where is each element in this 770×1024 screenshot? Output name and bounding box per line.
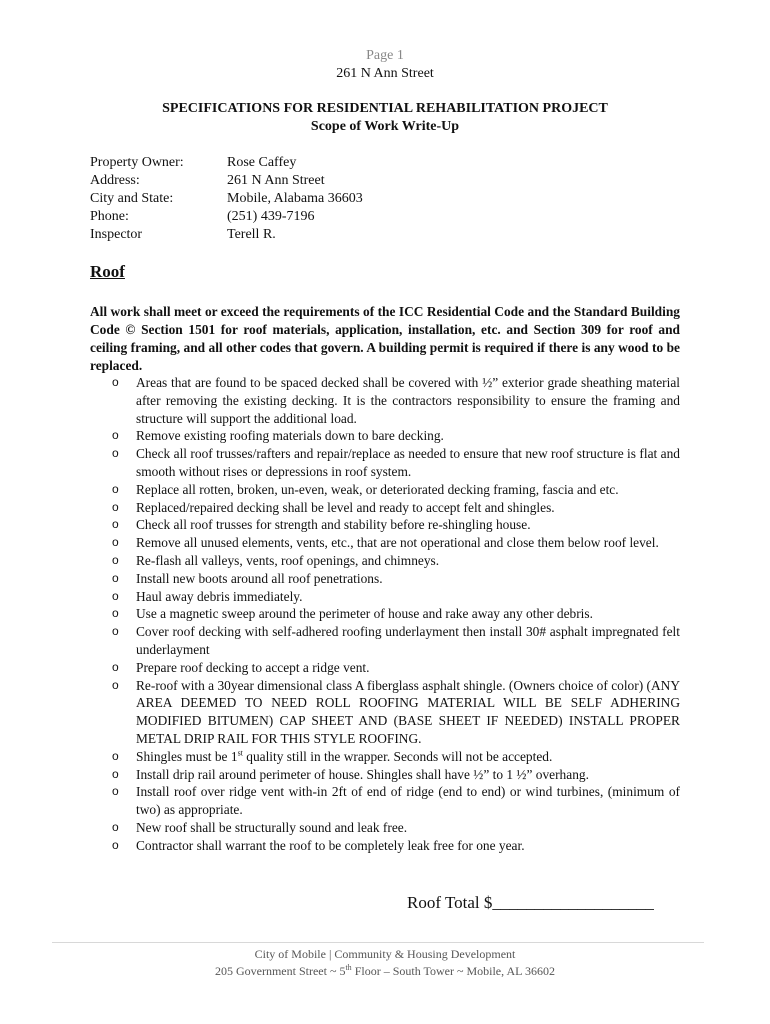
info-row-address — [90, 172, 363, 190]
list-item — [110, 481, 680, 499]
section-title-roof: Roof — [90, 262, 125, 281]
list-item — [110, 588, 680, 606]
bullet-icon: o — [112, 677, 119, 692]
info-value: Mobile, Alabama 36603 — [227, 191, 363, 206]
bullet-icon: o — [112, 375, 119, 389]
footer-org: City of Mobile | Community & Housing Development — [254, 947, 516, 961]
bullet-icon: o — [112, 624, 119, 639]
info-row-phone — [90, 208, 363, 226]
list-item-text: Remove all unused elements, vents, etc., that are not operational and close them below roof level. — [136, 535, 659, 551]
document-subtitle: Scope of Work Write-Up — [310, 119, 460, 134]
footer-address-sup: th — [345, 963, 352, 972]
list-item-text: Haul away debris immediately. — [136, 588, 303, 604]
list-item-text: Install drip rail around perimeter of house. Shingles shall have ½” to 1 ½” overhang. — [136, 766, 589, 782]
list-item-text: Contractor shall warrant the roof to be completely leak free for one year. — [136, 837, 525, 853]
list-item — [110, 783, 680, 819]
bullet-icon: o — [112, 570, 119, 585]
bullet-icon: o — [112, 428, 119, 443]
bullet-icon: o — [112, 819, 119, 834]
list-item-text: Install roof over ridge vent with-in 2ft of end of ridge (end to end) or wind turbines, (minimum of two) as appropriate. — [136, 784, 680, 818]
page-number: Page 1 — [366, 48, 404, 63]
bullet-icon: o — [112, 535, 119, 550]
roof-work-list — [110, 374, 680, 855]
list-item — [110, 748, 680, 766]
info-label: City and State: — [90, 191, 174, 206]
list-item — [110, 766, 680, 784]
list-item-text: Remove existing roofing materials down to bare decking. — [136, 428, 444, 444]
info-label: Inspector — [90, 227, 143, 242]
footer-address — [0, 964, 770, 979]
list-item-text: Prepare roof decking to accept a ridge vent. — [136, 659, 370, 675]
bullet-icon: o — [112, 606, 119, 621]
bullet-icon: o — [112, 748, 119, 763]
list-item-text: Re-flash all valleys, vents, roof openings, and chimneys. — [136, 552, 440, 568]
list-item — [110, 819, 680, 837]
list-item — [110, 445, 680, 481]
list-item-text: Replaced/repaired decking shall be level and ready to accept felt and shingles. — [136, 499, 555, 515]
bullet-icon: o — [112, 446, 119, 461]
list-item — [110, 552, 680, 570]
list-item — [110, 534, 680, 552]
list-item-text: Replace all rotten, broken, un-even, weak, or deteriorated decking framing, fascia and etc. — [136, 481, 619, 497]
info-row-inspector — [90, 226, 363, 244]
info-label: Property Owner: — [90, 155, 184, 170]
list-item-text: Areas that are found to be spaced decked shall be covered with ½” exterior grade sheathing material after removing the existing decking. It is the contractors responsibility to ensure the framing and structure will support the additional load. — [136, 375, 680, 426]
list-item — [110, 837, 680, 855]
info-row-city-state — [90, 190, 363, 208]
list-item — [110, 605, 680, 623]
list-item-text: Check all roof trusses for strength and stability before re-shingling house. — [136, 517, 531, 533]
list-item-text: quality still in the wrapper. Seconds will not be accepted. — [242, 748, 553, 764]
info-value: (251) 439-7196 — [227, 209, 315, 224]
bullet-icon: o — [112, 499, 119, 514]
bullet-icon: o — [112, 837, 119, 852]
roof-total-line: Roof Total $___________________ — [407, 893, 654, 912]
list-item — [110, 677, 680, 748]
property-info — [90, 154, 363, 244]
list-item — [110, 516, 680, 534]
bullet-icon: o — [112, 659, 119, 674]
bullet-icon: o — [112, 766, 119, 781]
list-item-text: Install new boots around all roof penetrations. — [136, 570, 383, 586]
list-item — [110, 570, 680, 588]
list-item-text: Check all roof trusses/rafters and repair/replace as needed to ensure that new roof structure is flat and smooth without rises or depressions in roof system. — [136, 446, 680, 479]
info-value: Terell R. — [227, 227, 276, 242]
bullet-icon: o — [112, 517, 119, 532]
list-item — [110, 623, 680, 659]
info-label: Phone: — [90, 209, 129, 224]
bullet-icon: o — [112, 588, 119, 603]
document-title: SPECIFICATIONS FOR RESIDENTIAL REHABILITATION PROJECT — [162, 101, 608, 116]
footer-address-post: Floor – South Tower ~ Mobile, AL 36602 — [351, 964, 556, 978]
list-item-text: Shingles must be 1 — [136, 748, 238, 764]
list-item — [110, 659, 680, 677]
list-item-text: Cover roof decking with self-adhered roofing underlayment then install 30# asphalt impregnated felt underlayment — [136, 624, 680, 657]
info-value: Rose Caffey — [227, 155, 297, 170]
bullet-icon: o — [112, 784, 119, 799]
info-value: 261 N Ann Street — [227, 173, 325, 188]
list-item-superscript: st — [237, 748, 243, 758]
footer-address-pre: 205 Government Street ~ 5 — [214, 964, 346, 978]
list-item — [110, 374, 680, 427]
bullet-icon: o — [112, 481, 119, 496]
list-item — [110, 427, 680, 445]
list-item — [110, 499, 680, 517]
info-label: Address: — [90, 173, 140, 188]
info-row-owner — [90, 154, 363, 172]
roof-intro-paragraph: All work shall meet or exceed the requirements of the ICC Residential Code and the Standard Building Code © Section 1501 for roof materials, application, installation, etc. and Section 309 for roof and ceiling framing, and all other codes that govern. A building permit is required if there is any wood to be replaced. — [90, 304, 680, 373]
list-item-text: Re-roof with a 30year dimensional class A fiberglass asphalt shingle. (Owners choice of color) (ANY AREA DEEMED TO NEED ROLL ROOFING MATERIAL WILL BE SELF ADHERING MODIFIED BITUMEN) CAP SHEET AND (BASE SHEET IF NEEDED) INSTALL PROPER METAL DRIP RAIL FOR THIS STYLE ROOFING. — [136, 677, 680, 746]
list-item-text: Use a magnetic sweep around the perimeter of house and rake away any other debris. — [136, 606, 593, 622]
header-address: 261 N Ann Street — [336, 66, 434, 81]
footer-divider — [52, 942, 704, 943]
list-item-text: New roof shall be structurally sound and leak free. — [136, 819, 408, 835]
bullet-icon: o — [112, 552, 119, 567]
